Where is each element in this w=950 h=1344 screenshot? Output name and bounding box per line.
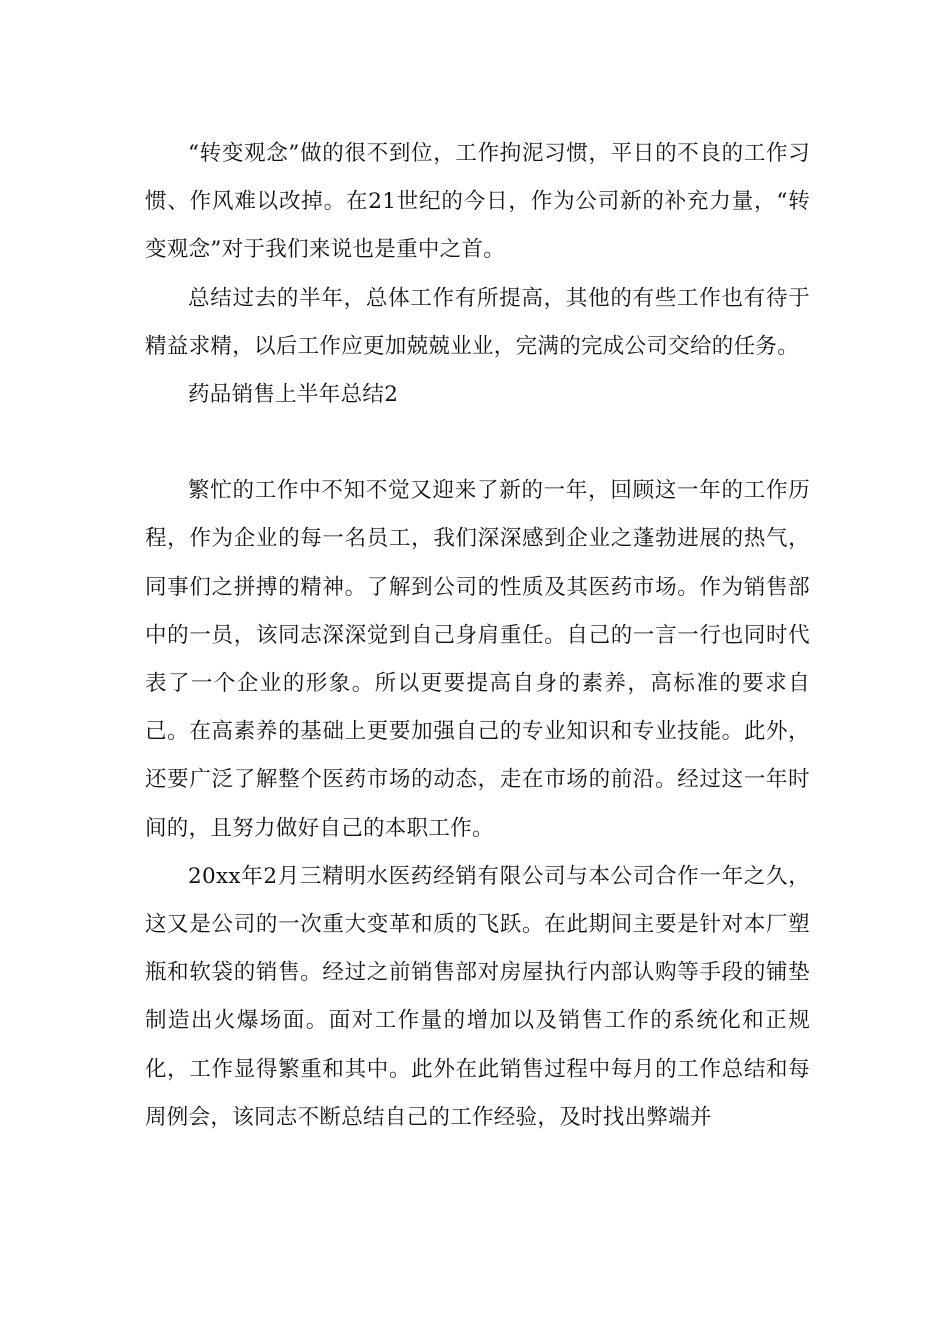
paragraph: 繁忙的工作中不知不觉又迎来了新的一年，回顾这一年的工作历程，作为企业的每一名员工，我们深深感到企业之蓬勃进展的热气，同事们之拼搏的精神。了解到公司的性质及其医药市场。作为销售部中的一员，该同志深深觉到自己身肩重任。自己的一言一行也同时代表了一个企业的形象。所以更要提高自身的素养，高标准的要求自己。在高素养的基础上更要加强自己的专业知识和专业技能。此外，还要广泛了解整个医药市场的动态，走在市场的前沿。经过这一年时间的，且努力做好自己的本职工作。 <box>145 478 810 841</box>
paragraph: 总结过去的半年，总体工作有所提高，其他的有些工作也有待于精益求精，以后工作应更加兢兢业业，完满的完成公司交给的任务。 <box>145 285 810 359</box>
section-title: 药品销售上半年总结2 <box>188 382 399 408</box>
paragraph: “转变观念”做的很不到位，工作拘泥习惯，平日的不良的工作习惯、作风难以改掉。在21世纪的今日，作为公司新的补充力量，“转变观念”对于我们来说也是重中之首。 <box>145 141 810 263</box>
document-body <box>145 130 810 1142</box>
paragraph: 20xx年2月三精明水医药经销有限公司与本公司合作一年之久，这又是公司的一次重大变革和质的飞跃。在此期间主要是针对本厂塑瓶和软袋的销售。经过之前销售部对房屋执行内部认购等手段的铺垫制造出火爆场面。面对工作量的增加以及销售工作的系统化和正规化，工作显得繁重和其中。此外在此销售过程中每月的工作总结和每周例会，该同志不断总结自己的工作经验，及时找出弊端并 <box>145 863 810 1130</box>
